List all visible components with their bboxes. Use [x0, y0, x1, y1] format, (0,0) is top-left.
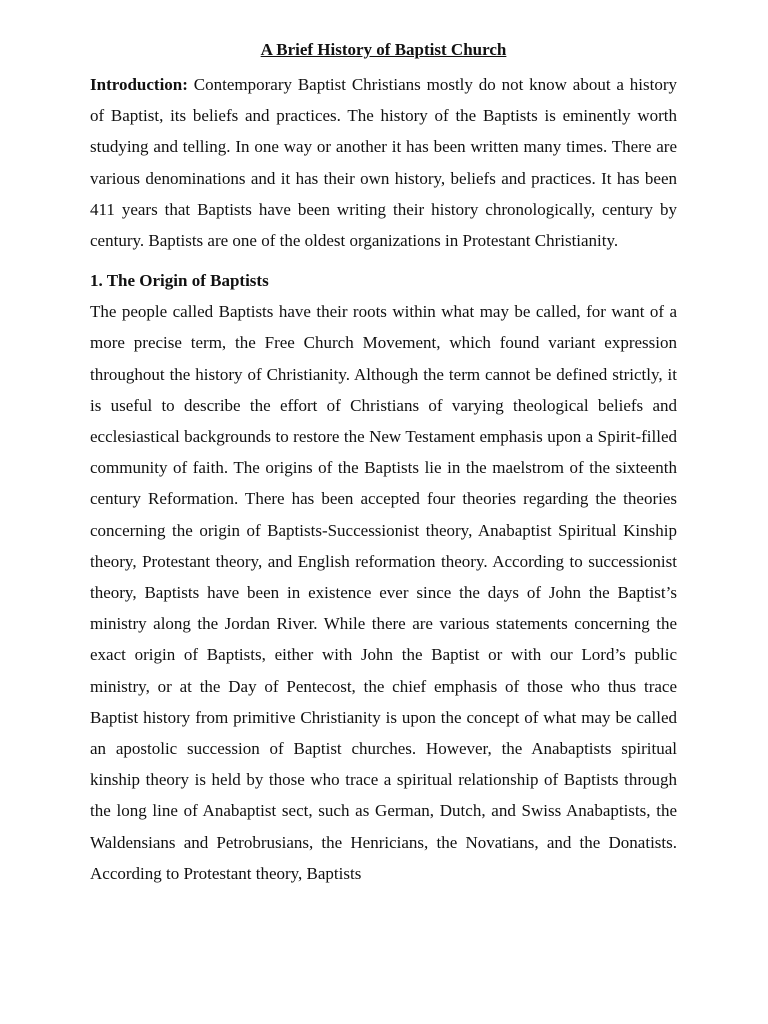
document-title: A Brief History of Baptist Church [260, 40, 507, 59]
section-paragraph: The people called Baptists have their roots within what may be called, for want of a more precise term, the Free Church Movement, which found variant expression throughout the history of Christianity. Although the term cannot be defined strictly, it is useful to describe the effort of Christians of varying theological beliefs and ecclesiastical backgrounds to restore the New Testament emphasis upon a Spirit-filled community of faith. The origins of the Baptists lie in the maelstrom of the sixteenth century Reformation. There has been accepted four theories regarding the theories concerning the origin of Baptists-Successionist theory, Anabaptist Spiritual Kinship theory, Protestant theory, and English reformation theory. According to successionist theory, Baptists have been in existence ever since the days of John the Baptist’s ministry along the Jordan River. While there are various statements concerning the exact origin of Baptists, either with John the Baptist or with our Lord’s public ministry, or at the Day of Pentecost, the chief emphasis of those who thus trace Baptist history from primitive Christianity is upon the concept of what may be called an apostolic succession of Baptist churches. However, the Anabaptists spiritual kinship theory is held by those who trace a spiritual relationship of Baptists through the long line of Anabaptist sect, such as German, Dutch, and Swiss Anabaptists, the Waldensians and Petrobrusians, the Henricians, the Novatians, and the Donatists. According to Protestant theory, Baptists [90, 302, 677, 883]
intro-text: Contemporary Baptist Christians mostly do not know about a history of Baptist, its beliefs and practices. The history of the Baptists is eminently worth studying and telling. In one way or another it has been written many times. There are various denominations and it has their own history, beliefs and practices. It has been 411 years that Baptists have been writing their history chronologically, century by century. Baptists are one of the oldest organizations in Protestant Christianity. [90, 75, 677, 251]
document-page [90, 36, 677, 889]
intro-label: Introduction: [90, 75, 188, 94]
intro-paragraph [90, 69, 677, 256]
section-heading: 1. The Origin of Baptists [90, 271, 269, 291]
